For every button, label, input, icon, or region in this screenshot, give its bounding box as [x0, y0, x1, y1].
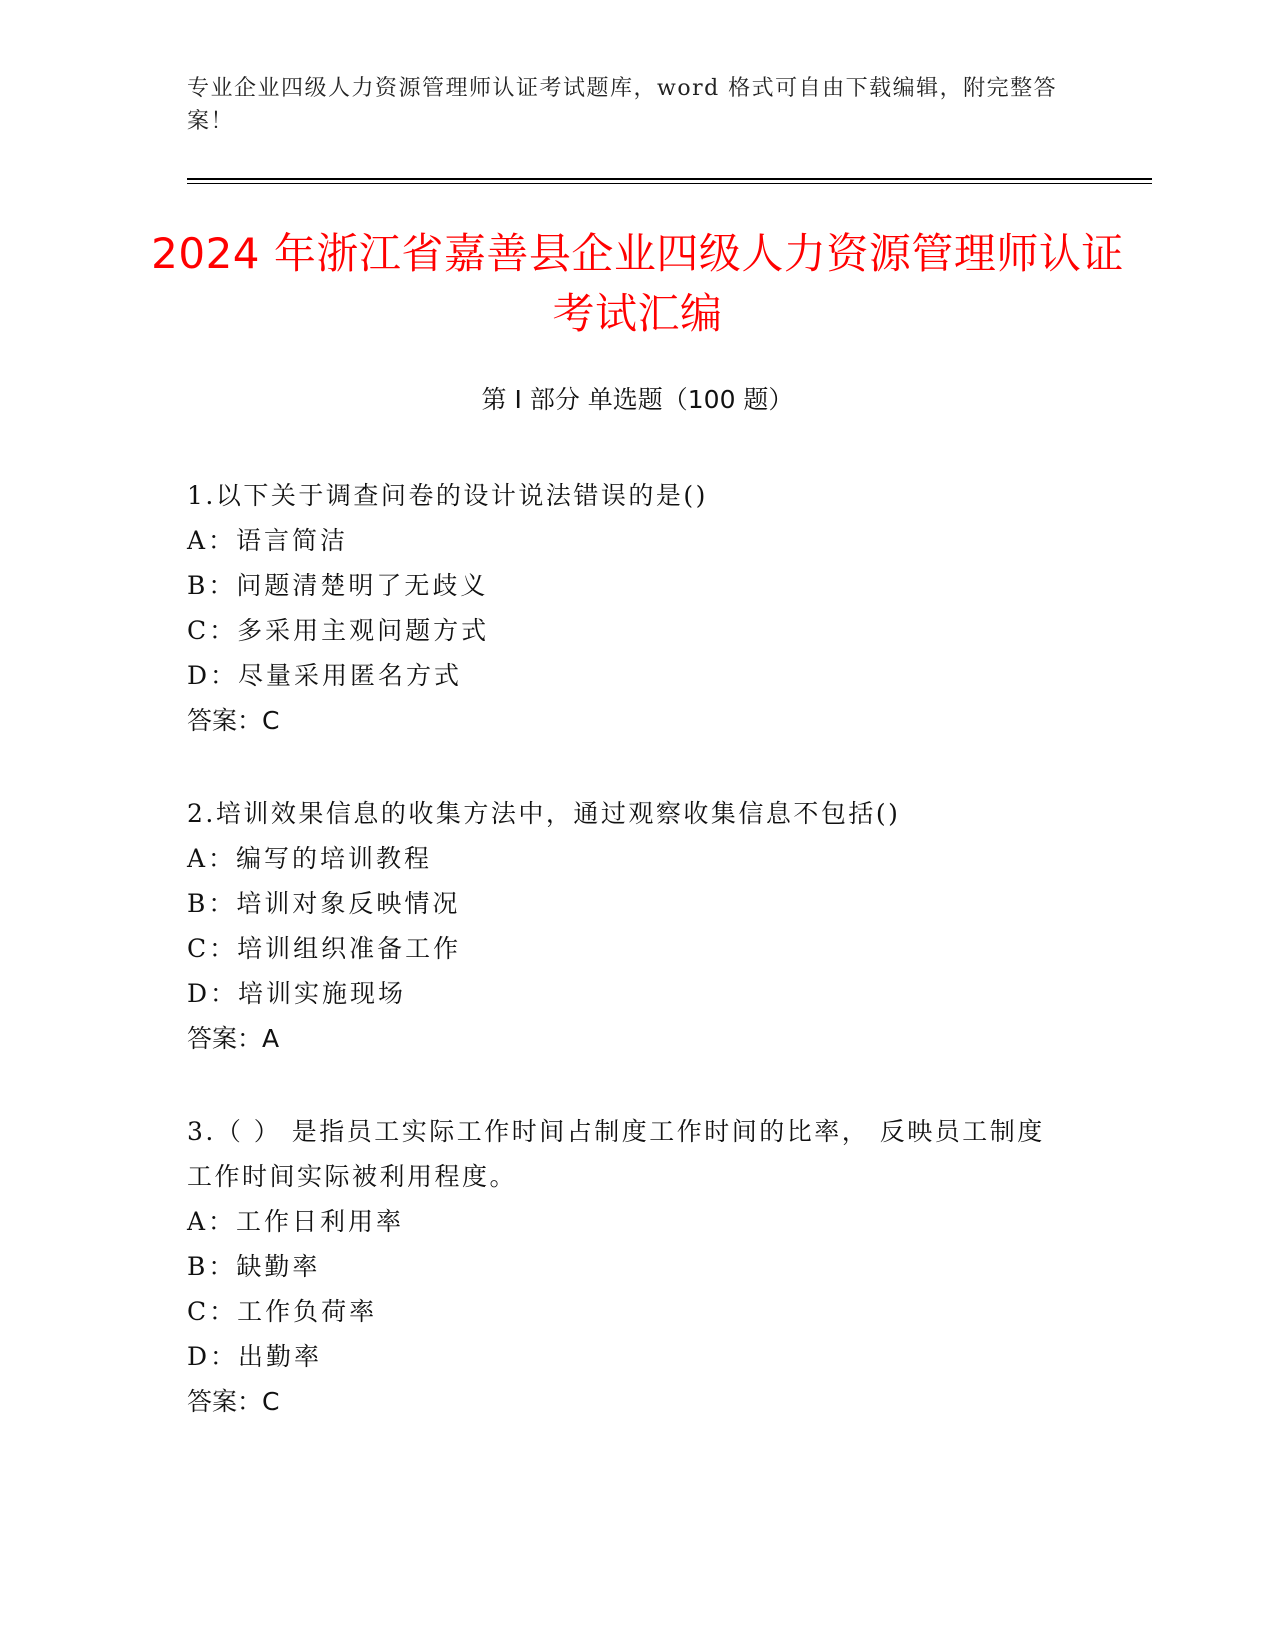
option-d: D：培训实施现场 [187, 979, 407, 1008]
header-rule-thin [187, 183, 1152, 184]
question-stem: 3.（ ） 是指员工实际工作时间占制度工作时间的比率， 反映员工制度工作时间实际被利用程度。 [187, 1117, 1045, 1191]
option-a: A：工作日利用率 [187, 1207, 405, 1236]
question-3 [187, 1109, 1067, 1424]
option-c: C：培训组织准备工作 [187, 934, 462, 963]
question-2 [187, 791, 1067, 1061]
header-note: 专业企业四级人力资源管理师认证考试题库，word 格式可自由下载编辑，附完整答案！ [187, 76, 1058, 134]
answer: 答案：C [187, 1387, 280, 1416]
document-title: 2024 年浙江省嘉善县企业四级人力资源管理师认证考试汇编 [151, 229, 1124, 338]
question-stem: 2.培训效果信息的收集方法中，通过观察收集信息不包括() [187, 799, 901, 828]
option-a: A：编写的培训教程 [187, 844, 433, 873]
answer: 答案：C [187, 706, 280, 735]
section-title: 第 I 部分 单选题（100 题） [481, 385, 794, 414]
question-stem: 1.以下关于调查问卷的设计说法错误的是() [187, 481, 708, 510]
question-1 [187, 473, 1067, 743]
option-d: D：出勤率 [187, 1342, 323, 1371]
header-rule-thick [187, 178, 1152, 180]
answer: 答案：A [187, 1024, 280, 1053]
option-c: C：工作负荷率 [187, 1297, 378, 1326]
question-list [187, 473, 1067, 1472]
option-b: B：缺勤率 [187, 1252, 321, 1281]
option-d: D：尽量采用匿名方式 [187, 661, 463, 690]
option-a: A：语言简洁 [187, 526, 349, 555]
option-b: B：培训对象反映情况 [187, 889, 461, 918]
option-b: B：问题清楚明了无歧义 [187, 571, 489, 600]
option-c: C：多采用主观问题方式 [187, 616, 490, 645]
